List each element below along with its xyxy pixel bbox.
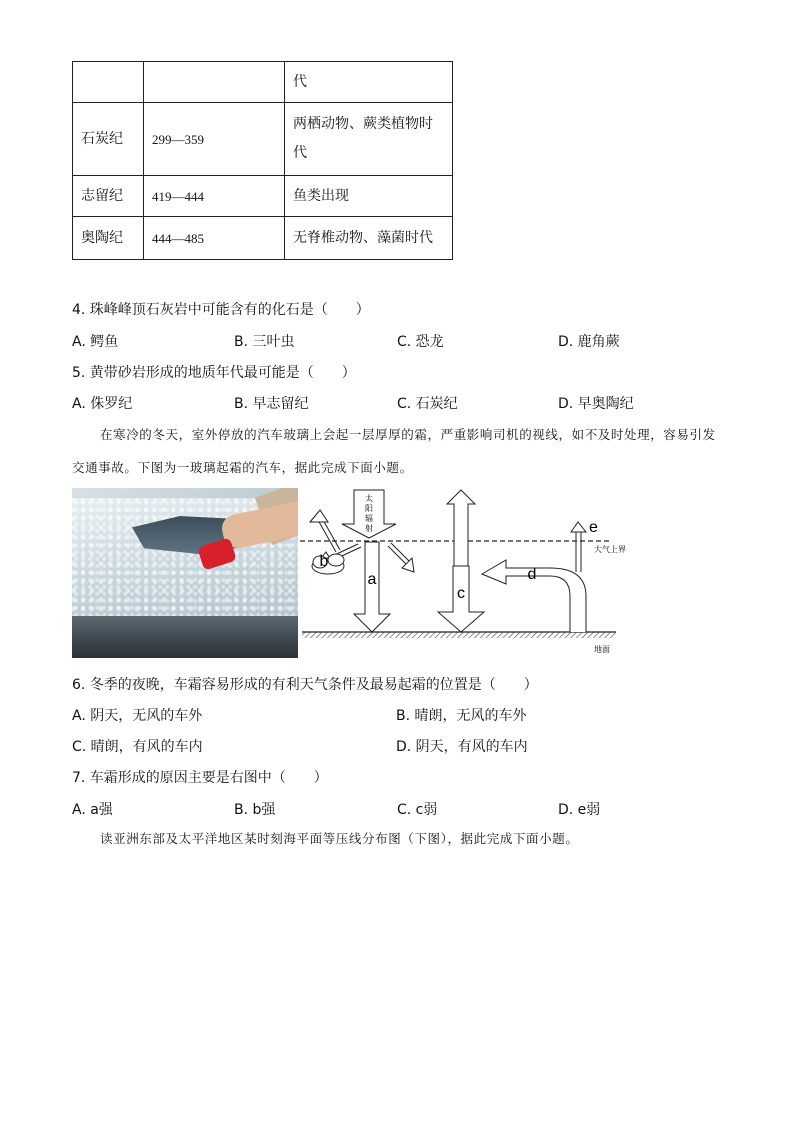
svg-text:太: 太 xyxy=(365,494,373,503)
svg-text:c: c xyxy=(457,585,465,602)
question-7-option-b: B. b强 xyxy=(234,802,276,818)
question-7-stem: 7. 车霜形成的原因主要是右图中（ ） xyxy=(72,770,328,786)
question-6-option-d: D. 阴天，有风的车内 xyxy=(396,739,528,755)
atmospheric-radiation-diagram xyxy=(298,486,628,658)
table-cell: 419—444 xyxy=(144,176,285,217)
table-cell xyxy=(73,62,144,103)
question-6-option-c: C. 晴朗，有风的车内 xyxy=(72,739,203,755)
table-row xyxy=(73,176,453,217)
question-7-option-c: C. c弱 xyxy=(397,802,438,818)
svg-text:e: e xyxy=(589,519,598,536)
svg-text:b: b xyxy=(319,553,329,570)
frosted-windshield-photo xyxy=(72,488,298,658)
question-6-option-b: B. 晴朗，无风的车外 xyxy=(396,708,527,724)
svg-text:d: d xyxy=(527,566,537,583)
arrow-c-ground-radiation xyxy=(438,490,484,632)
table-row xyxy=(73,62,453,103)
table-cell: 两栖动物、蕨类植物时代 xyxy=(285,103,453,176)
arrow-d-counter-radiation xyxy=(482,560,586,632)
svg-text:辐: 辐 xyxy=(365,514,373,523)
svg-text:射: 射 xyxy=(365,524,373,533)
table-cell: 代 xyxy=(285,62,453,103)
table-cell: 石炭纪 xyxy=(73,103,144,176)
solar-radiation-arrow xyxy=(342,490,396,538)
table-cell: 志留纪 xyxy=(73,176,144,217)
table-cell: 299—359 xyxy=(144,103,285,176)
table-row xyxy=(73,103,453,176)
svg-text:阳: 阳 xyxy=(365,504,373,513)
question-4-option-c: C. 恐龙 xyxy=(397,334,444,350)
question-5-option-c: C. 石炭纪 xyxy=(397,396,458,412)
question-5-stem: 5. 黄带砂岩形成的地质年代最可能是（ ） xyxy=(72,365,356,381)
question-6-option-a: A. 阴天，无风的车外 xyxy=(72,708,203,724)
question-7-option-d: D. e弱 xyxy=(558,802,601,818)
table-cell: 奥陶纪 xyxy=(73,217,144,260)
table-cell xyxy=(144,62,285,103)
question-5-option-b: B. 早志留纪 xyxy=(234,396,309,412)
question-4-stem: 4. 珠峰峰顶石灰岩中可能含有的化石是（ ） xyxy=(72,302,370,318)
table-cell: 无脊椎动物、藻菌时代 xyxy=(285,217,453,260)
ground-label: 地面 xyxy=(594,645,610,654)
ground-hatching xyxy=(302,632,616,638)
arrow-a xyxy=(354,542,390,632)
question-7-option-a: A. a强 xyxy=(72,802,113,818)
question-4-option-b: B. 三叶虫 xyxy=(234,334,295,350)
question-5-option-a: A. 侏罗纪 xyxy=(72,396,133,412)
geologic-era-table xyxy=(72,61,453,260)
wipers xyxy=(72,616,298,658)
question-5-option-d: D. 早奥陶纪 xyxy=(558,396,634,412)
reading-passage-frost: 在寒冷的冬天，室外停放的汽车玻璃上会起一层厚厚的霜，严重影响司机的视线，如不及时处理，容易引发交通事故。下图为一玻璃起霜的汽车，据此完成下面小题。 xyxy=(72,427,716,475)
svg-text:a: a xyxy=(367,571,377,588)
atmosphere-top-label: 大气上界 xyxy=(594,545,626,554)
question-6-stem: 6. 冬季的夜晚，车霜容易形成的有利天气条件及最易起霜的位置是（ ） xyxy=(72,677,538,693)
reading-passage-pressure-map: 读亚洲东部及太平洋地区某时刻海平面等压线分布图（下图），据此完成下面小题。 xyxy=(100,831,579,846)
table-cell: 444—485 xyxy=(144,217,285,260)
question-4-option-d: D. 鹿角蕨 xyxy=(558,334,620,350)
question-4-option-a: A. 鳄鱼 xyxy=(72,334,119,350)
table-cell: 鱼类出现 xyxy=(285,176,453,217)
table-row xyxy=(73,217,453,260)
